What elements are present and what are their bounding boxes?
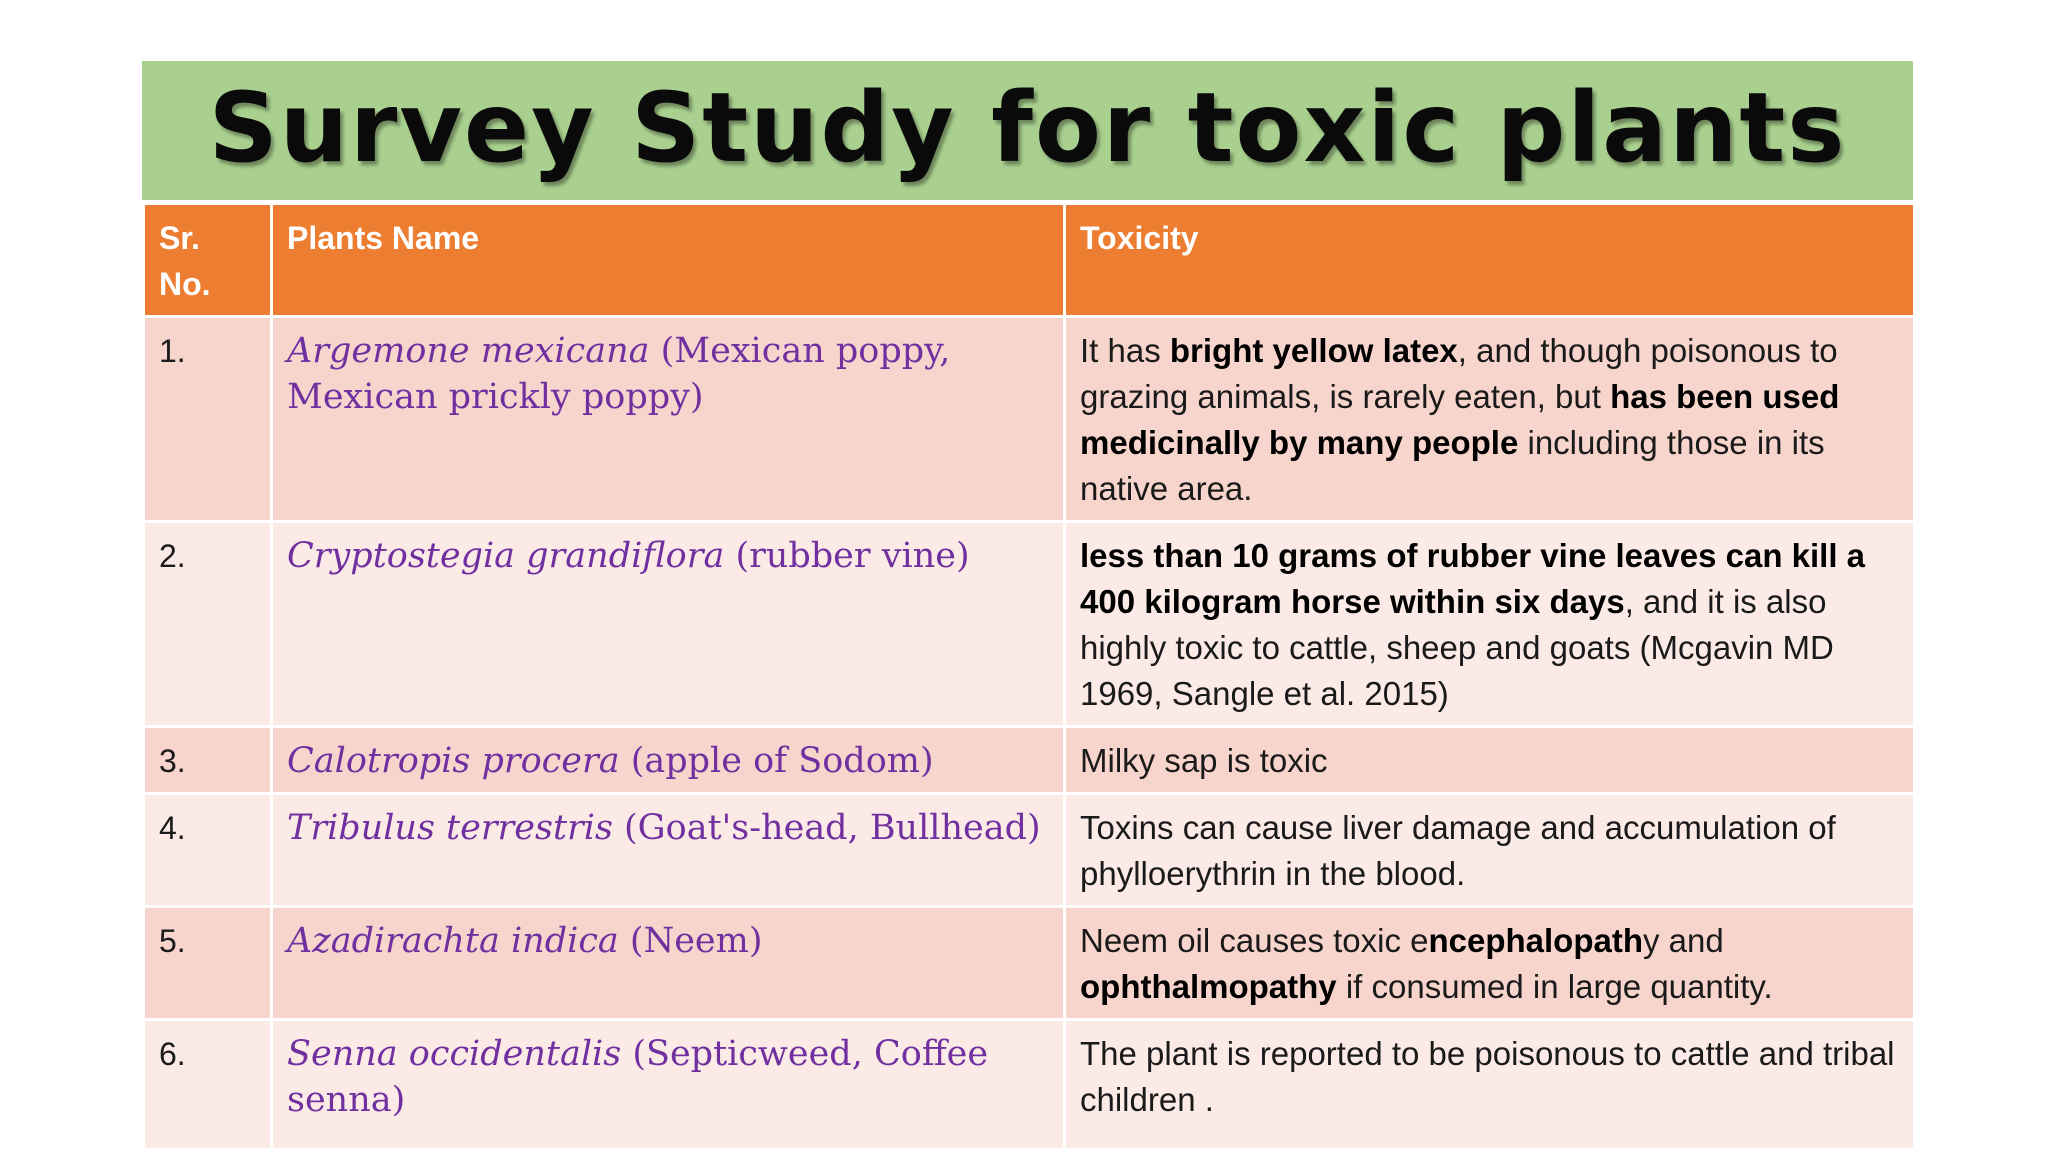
plant-name-cell	[272, 907, 1065, 1020]
toxicity-text: including those in its native area.	[1080, 424, 1825, 507]
toxicity-text: It has	[1080, 332, 1170, 369]
header-sr-no	[144, 204, 272, 317]
table-row	[144, 727, 1915, 794]
scientific-name: Calotropis procera	[287, 741, 620, 781]
header-plants-name: Plants Name	[272, 204, 1065, 317]
header-toxicity: Toxicity	[1065, 204, 1915, 317]
sr-cell: 2.	[144, 522, 272, 727]
toxicity-cell	[1065, 727, 1915, 794]
toxicity-text: Toxins can cause liver damage and accumulation of phylloerythrin in the blood.	[1080, 809, 1836, 892]
toxicity-emphasis: has been used medicinally by many people	[1080, 378, 1840, 461]
toxicity-text: , and it is also highly toxic to cattle, sheep and goats (Mcgavin MD 1969, Sangle et al. 2015)	[1080, 583, 1834, 712]
scientific-name: Argemone mexicana	[287, 331, 650, 371]
toxicity-cell	[1065, 522, 1915, 727]
scientific-name: Cryptostegia grandiflora	[287, 536, 725, 576]
toxicity-cell	[1065, 1020, 1915, 1150]
toxicity-text: Milky sap is toxic	[1080, 742, 1328, 779]
toxicity-text: Neem oil causes toxic e	[1080, 922, 1429, 959]
scientific-name: Senna occidentalis	[287, 1034, 622, 1074]
toxicity-emphasis: less than 10 grams of rubber vine leaves can kill a 400 kilogram horse within six days	[1080, 537, 1866, 620]
common-name: (Neem)	[618, 921, 763, 961]
toxicity-text: , and though poisonous to grazing animals, is rarely eaten, but	[1080, 332, 1838, 415]
table-header-row	[144, 204, 1915, 317]
plant-name-cell	[272, 317, 1065, 522]
sr-cell: 6.	[144, 1020, 272, 1150]
common-name: (Mexican poppy, Mexican prickly poppy)	[287, 331, 951, 417]
common-name: (Septicweed, Coffee senna)	[287, 1034, 989, 1120]
sr-cell: 5.	[144, 907, 272, 1020]
sr-cell: 3.	[144, 727, 272, 794]
common-name: (apple of Sodom)	[619, 741, 934, 781]
toxicity-cell	[1065, 907, 1915, 1020]
sr-cell: 4.	[144, 794, 272, 907]
table-row	[144, 317, 1915, 522]
sr-cell: 1.	[144, 317, 272, 522]
slide-title: Survey Study for toxic plants	[208, 71, 1847, 184]
table-row	[144, 907, 1915, 1020]
plant-name-cell	[272, 794, 1065, 907]
plant-name-cell	[272, 1020, 1065, 1150]
header-sr-line1: Sr.	[159, 220, 200, 256]
scientific-name: Tribulus terrestris	[287, 808, 613, 848]
table-row	[144, 1020, 1915, 1150]
toxicity-text: The plant is reported to be poisonous to cattle and tribal children .	[1080, 1035, 1895, 1118]
toxicity-text: if consumed in large quantity.	[1336, 968, 1773, 1005]
table-row	[144, 522, 1915, 727]
title-banner	[142, 61, 1913, 200]
plant-name-cell	[272, 727, 1065, 794]
scientific-name: Azadirachta indica	[287, 921, 619, 961]
common-name: (rubber vine)	[724, 536, 970, 576]
toxicity-cell	[1065, 317, 1915, 522]
plant-name-cell	[272, 522, 1065, 727]
toxic-plants-table	[142, 202, 1916, 1151]
table-row	[144, 794, 1915, 907]
header-sr-line2: No.	[159, 266, 211, 302]
common-name: (Goat's-head, Bullhead)	[612, 808, 1041, 848]
toxicity-text: y and	[1643, 922, 1724, 959]
toxicity-emphasis: ncephalopath	[1428, 922, 1644, 959]
toxicity-emphasis: bright yellow latex	[1169, 332, 1458, 369]
toxicity-emphasis: ophthalmopathy	[1080, 968, 1337, 1005]
toxicity-cell	[1065, 794, 1915, 907]
